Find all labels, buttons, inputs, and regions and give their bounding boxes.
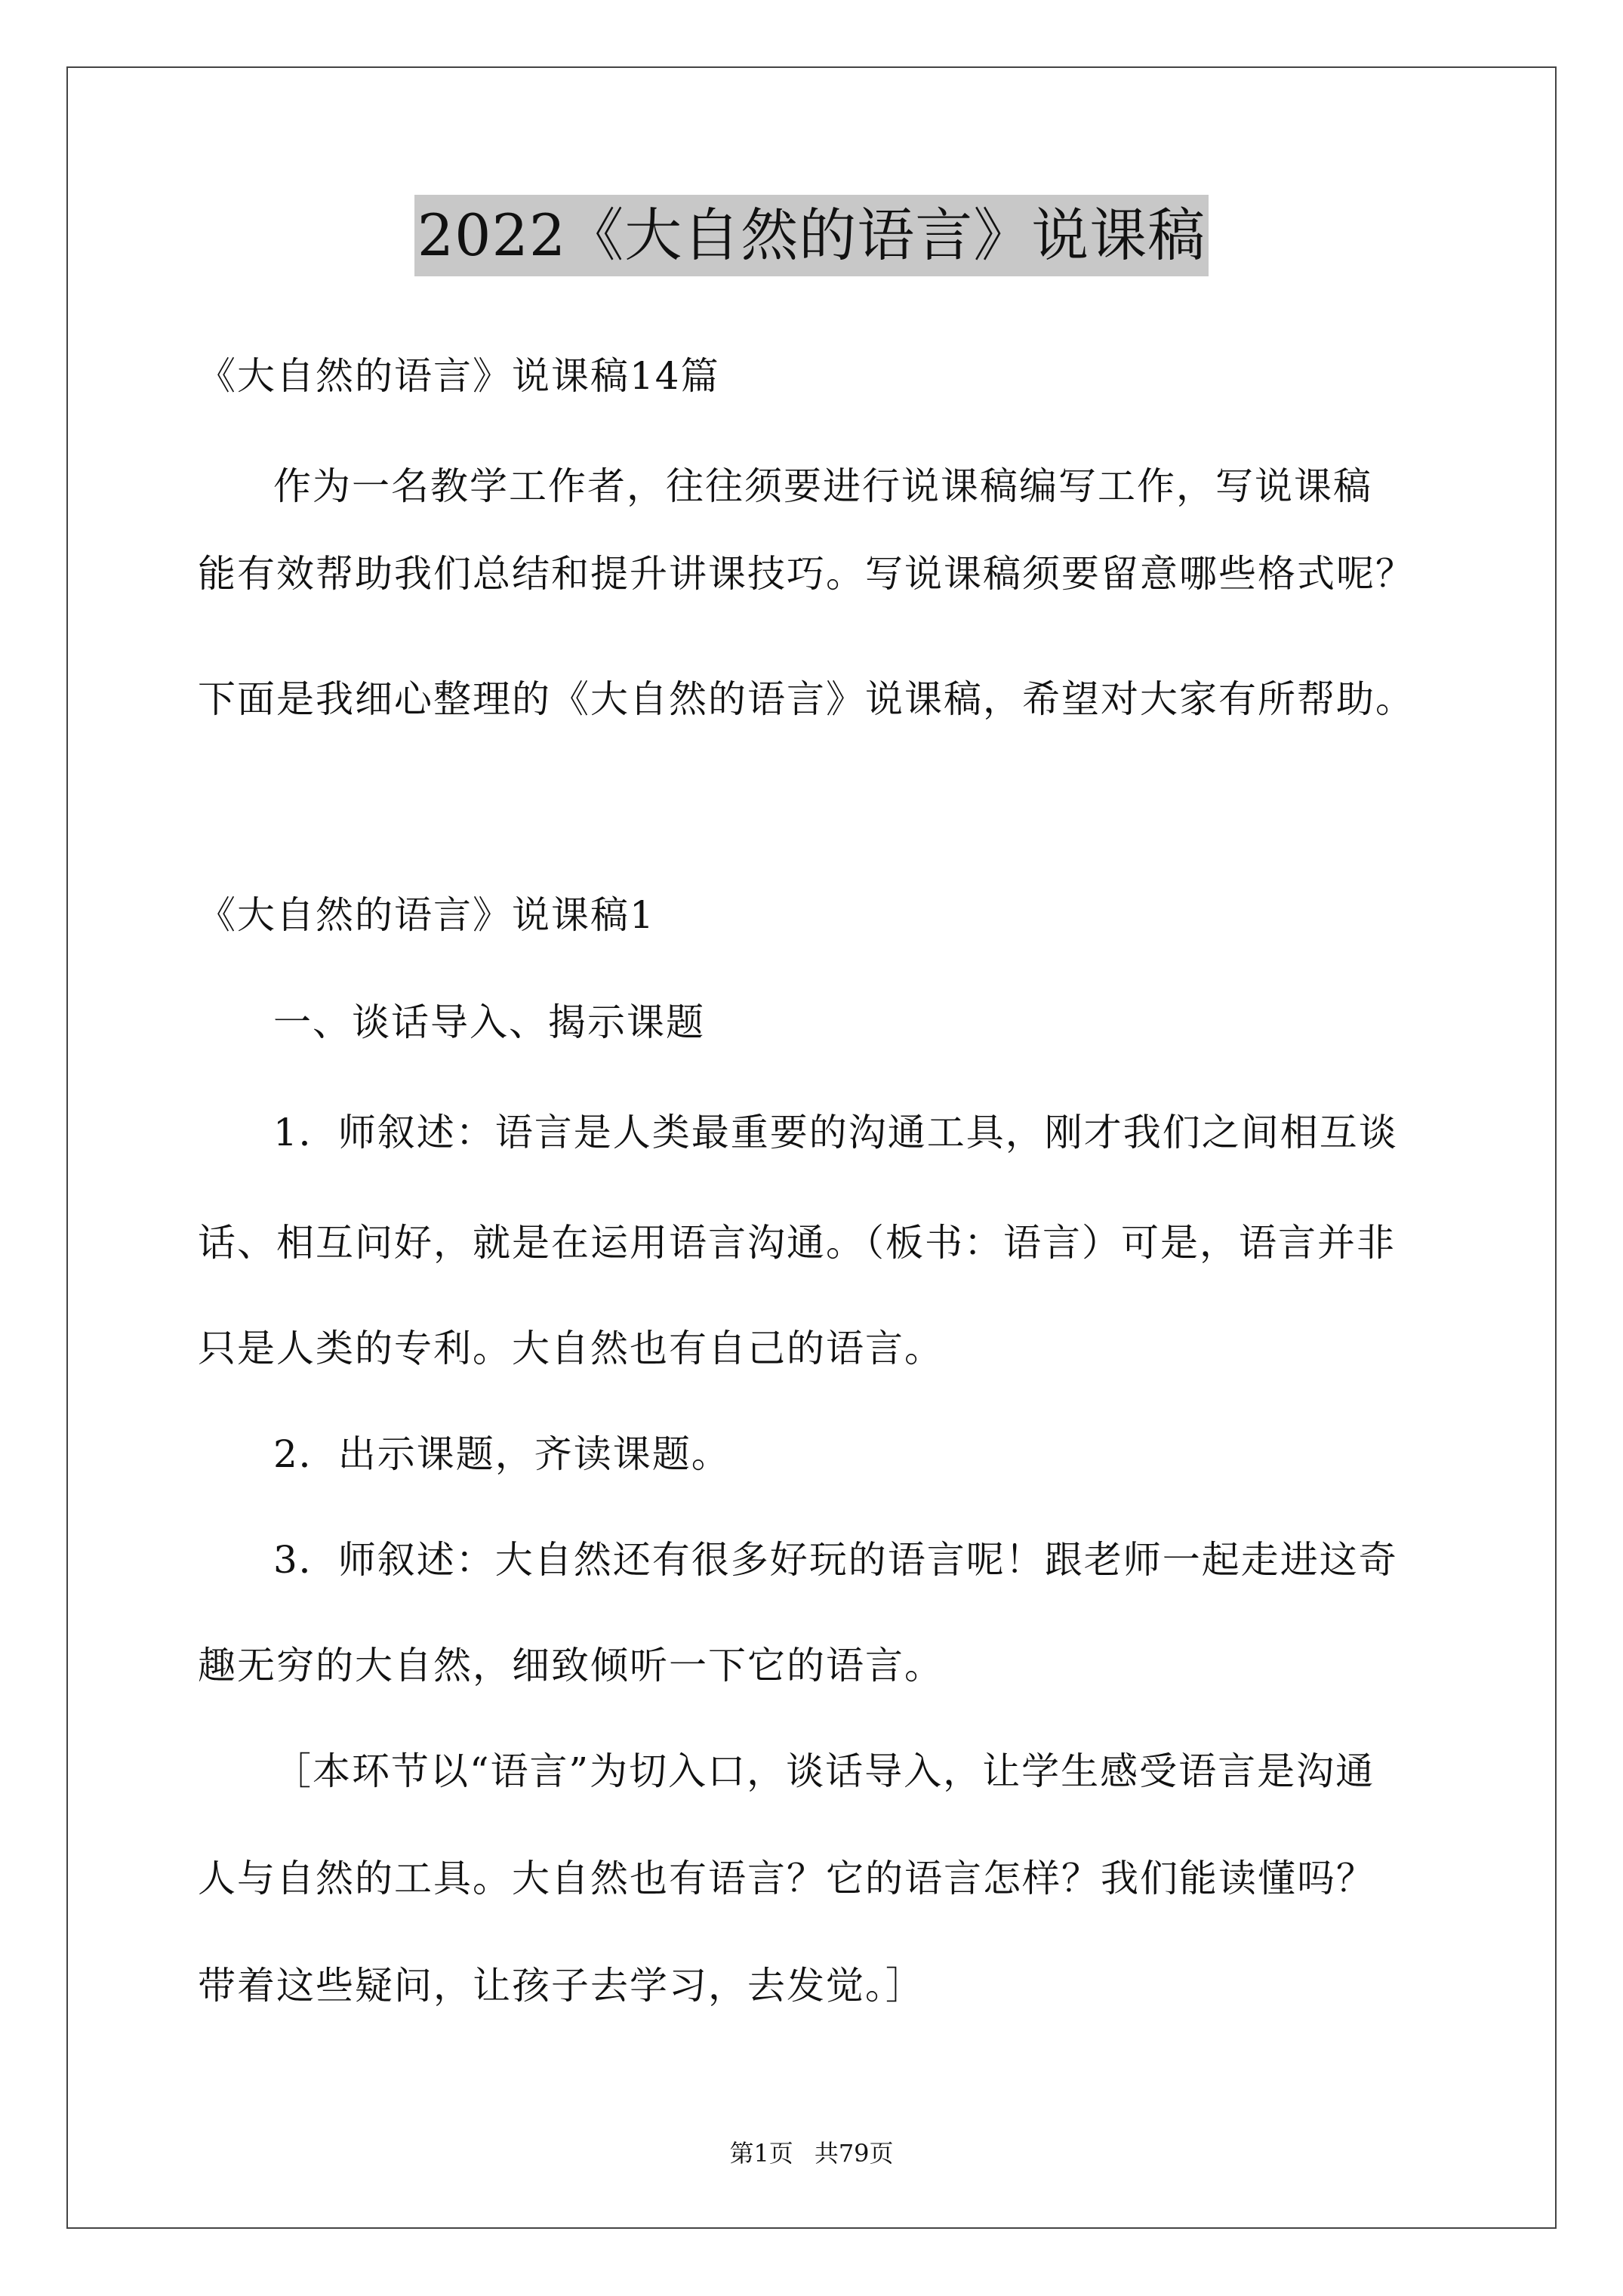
subtitle: 《大自然的语言》说课稿14篇 xyxy=(198,354,720,398)
intro-line-3: 下面是我细心整理的《大自然的语言》说课稿，希望对大家有所帮助。 xyxy=(198,677,1415,721)
section-subheading: 一、谈话导入、揭示课题 xyxy=(273,1000,705,1044)
item2-line: 2．出示课题，齐读课题。 xyxy=(273,1432,731,1476)
total-pages: 共79页 xyxy=(814,2139,894,2168)
section-heading: 《大自然的语言》说课稿1 xyxy=(198,893,655,937)
intro-line-2: 能有效帮助我们总结和提升讲课技巧。写说课稿须要留意哪些格式呢？ xyxy=(198,552,1415,596)
item1-line-2: 话、相互问好，就是在运用语言沟通。（板书：语言）可是，语言并非 xyxy=(198,1221,1396,1265)
note-line-3: 带着这些疑问，让孩子去学习，去发觉。］ xyxy=(198,1964,925,2008)
item3-line-2: 趣无穷的大自然，细致倾听一下它的语言。 xyxy=(198,1644,944,1687)
note-line-1: ［本环节以“语言”为切入口，谈话导入，让学生感受语言是沟通 xyxy=(273,1749,1375,1793)
item1-line-3: 只是人类的专利。大自然也有自己的语言。 xyxy=(198,1327,944,1370)
item1-line-1: 1．师叙述：语言是人类最重要的沟通工具，刚才我们之间相互谈 xyxy=(273,1111,1398,1154)
document-title: 2022《大自然的语言》说课稿 xyxy=(414,195,1209,276)
intro-line-1: 作为一名教学工作者，往往须要进行说课稿编写工作，写说课稿 xyxy=(273,464,1372,508)
item3-line-1: 3．师叙述：大自然还有很多好玩的语言呢！跟老师一起走进这奇 xyxy=(273,1538,1398,1582)
title-container xyxy=(0,195,1623,276)
page-footer xyxy=(0,2138,1623,2168)
note-line-2: 人与自然的工具。大自然也有语言？它的语言怎样？我们能读懂吗？ xyxy=(198,1857,1375,1900)
page-number: 第1页 xyxy=(729,2139,793,2168)
